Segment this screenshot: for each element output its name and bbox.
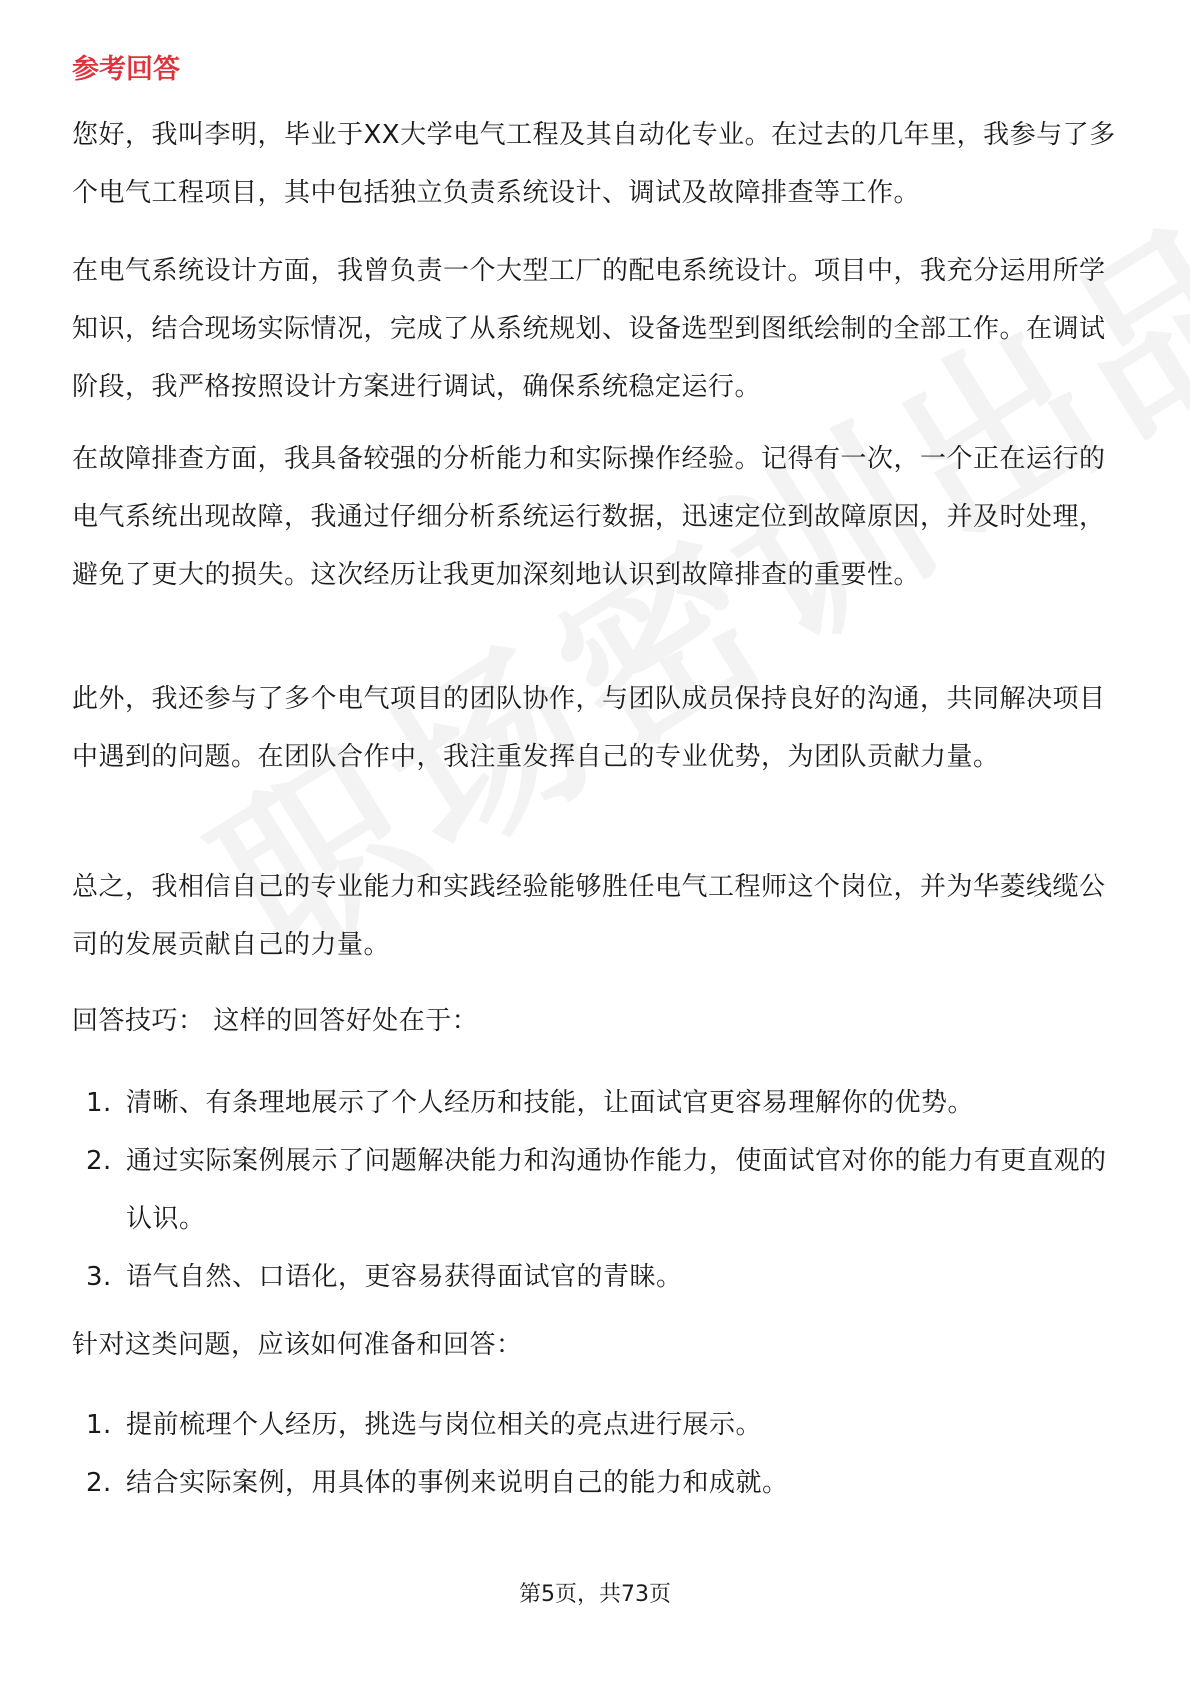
list-item-number: 1. [86,1410,112,1440]
list-item-number: 3. [86,1262,112,1292]
paragraph-design: 在电气系统设计方面，我曾负责一个大型工厂的配电系统设计。项目中，我充分运用所学知识，结合现场实际情况，完成了从系统规划、设备选型到图纸绘制的全部工作。在调试阶段，我严格按照设计方案进行调试，确保系统稳定运行。 [72,256,1106,402]
list-item [72,1454,1122,1512]
list-item [72,1248,1122,1306]
list-item-number: 2. [86,1468,112,1498]
list-item [72,1132,1122,1248]
list-item-text: 清晰、有条理地展示了个人经历和技能，让面试官更容易理解你的优势。 [126,1088,975,1118]
prep-title: 针对这类问题，应该如何准备和回答： [72,1330,523,1360]
list-item [72,1396,1122,1454]
paragraph-teamwork: 此外，我还参与了多个电气项目的团队协作，与团队成员保持良好的沟通，共同解决项目中遇到的问题。在团队合作中，我注重发挥自己的专业优势，为团队贡献力量。 [72,684,1106,772]
list-item-text: 语气自然、口语化，更容易获得面试官的青睐。 [126,1262,683,1292]
list-item-text: 通过实际案例展示了问题解决能力和沟通协作能力，使面试官对你的能力有更直观的认识。 [126,1146,1107,1234]
list-item [72,1074,1122,1132]
paragraph-intro: 您好，我叫李明，毕业于XX大学电气工程及其自动化专业。在过去的几年里，我参与了多个电气工程项目，其中包括独立负责系统设计、调试及故障排查等工作。 [72,120,1116,208]
list-item-text: 结合实际案例，用具体的事例来说明自己的能力和成就。 [126,1468,789,1498]
list-item-number: 2. [86,1146,112,1176]
tips-list [72,1074,1122,1306]
paragraph-conclusion: 总之，我相信自己的专业能力和实践经验能够胜任电气工程师这个岗位，并为华菱线缆公司的发展贡献自己的力量。 [72,872,1106,960]
prep-list [72,1396,1122,1512]
paragraph-troubleshooting: 在故障排查方面，我具备较强的分析能力和实际操作经验。记得有一次，一个正在运行的电气系统出现故障，我通过仔细分析系统运行数据，迅速定位到故障原因，并及时处理，避免了更大的损失。这次经历让我更加深刻地认识到故障排查的重要性。 [72,444,1106,590]
tips-title: 回答技巧： 这样的回答好处在于： [72,1006,479,1036]
list-item-text: 提前梳理个人经历，挑选与岗位相关的亮点进行展示。 [126,1410,763,1440]
list-item-number: 1. [86,1088,112,1118]
page-number-footer: 第5页，共73页 [519,1582,671,1607]
section-heading: 参考回答 [72,54,180,85]
